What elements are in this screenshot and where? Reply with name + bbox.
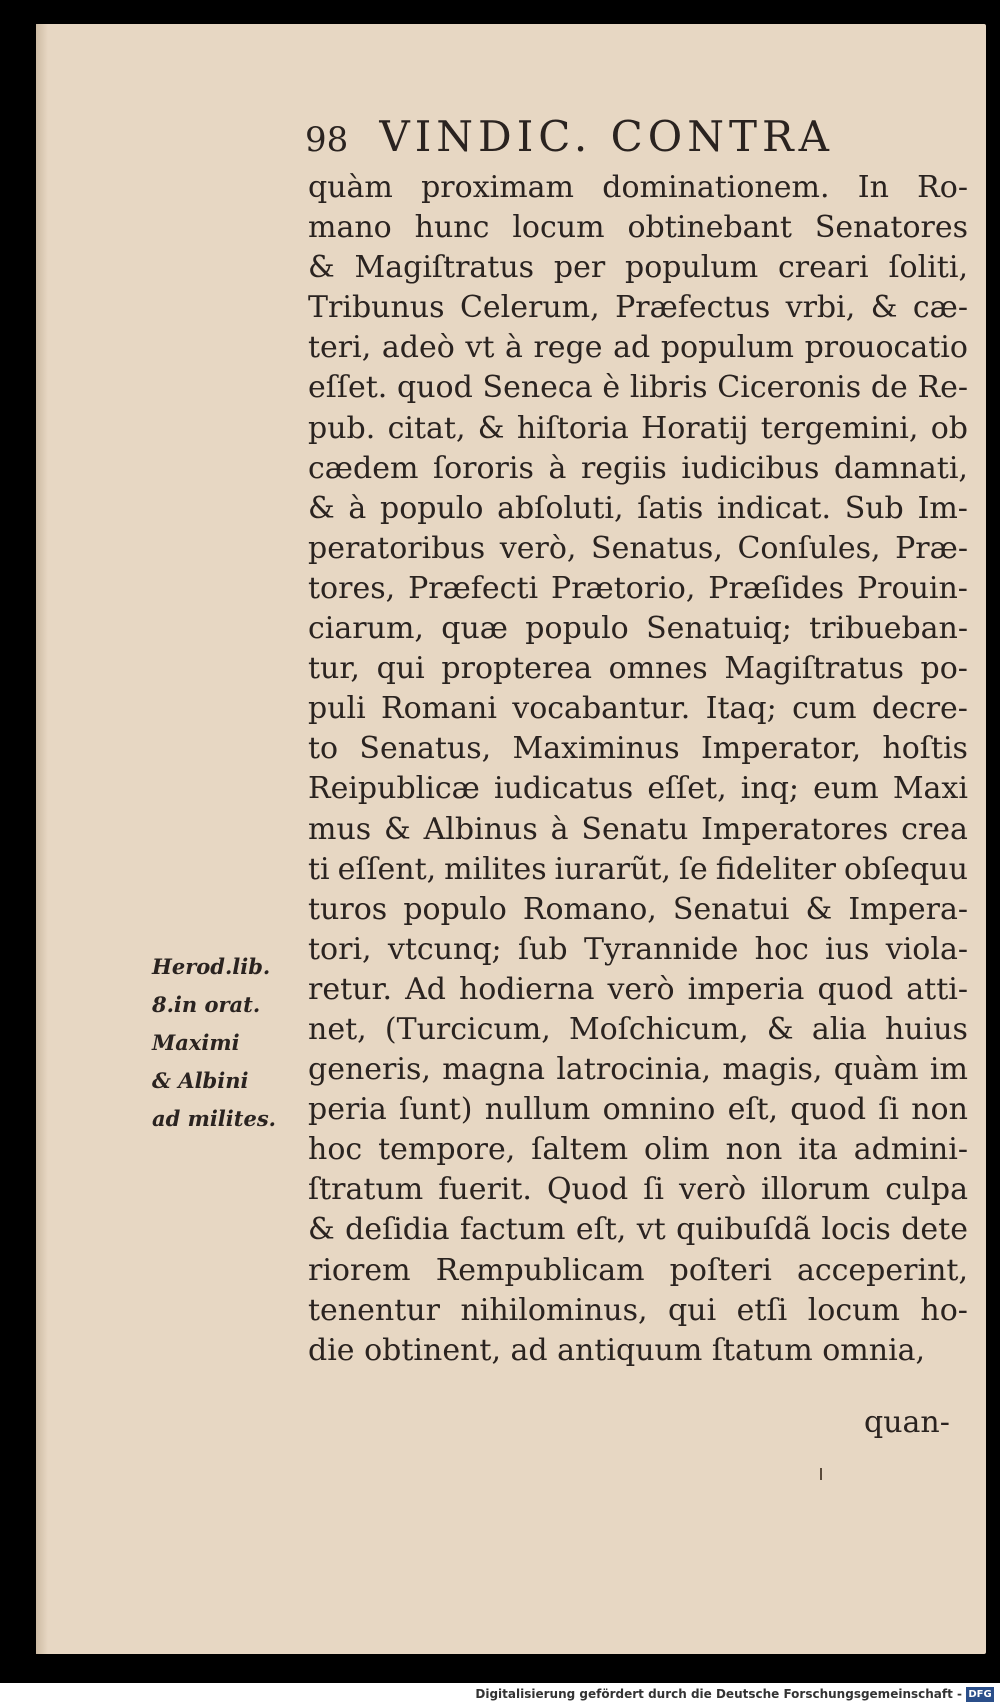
text-line: puli Romani vocabantur. Itaq; cum decre- xyxy=(308,691,968,727)
text-line: & à populo abſoluti, ſatis indicat. Sub Im- xyxy=(308,490,968,526)
text-line: teri, adeò vt à rege ad populum prouocatio xyxy=(308,330,968,366)
text-line: Tribunus Celerum, Præfectus vrbi, & cæ- xyxy=(308,290,968,326)
text-line: net, (Turcicum, Moſchicum, & alia huius xyxy=(308,1011,968,1047)
text-line: to Senatus, Maximinus Imperator, hoſtis xyxy=(308,731,968,767)
text-line: pub. citat, & hiſtoria Horatij tergemini, ob xyxy=(308,410,968,446)
marginal-note-line: 8.in orat. xyxy=(152,992,261,1017)
text-line: hoc tempore, ſaltem olim non ita admini- xyxy=(308,1132,968,1168)
text-line: Reipublicæ iudicatus eſſet, inq; eum Maxi xyxy=(308,771,968,807)
main-text-block xyxy=(308,168,968,1371)
text-line: tenentur nihilominus, qui etſi locum ho- xyxy=(308,1292,968,1328)
text-line: ti eſſent, milites iurarũt, ſe fideliter obſequu xyxy=(308,851,968,887)
marginal-note xyxy=(152,948,302,1138)
text-line: die obtinent, ad antiquum ſtatum omnia, xyxy=(308,1332,926,1368)
text-line: turos populo Romano, Senatui & Impera- xyxy=(308,891,968,927)
text-line: eſſet. quod Seneca è libris Ciceronis de Re- xyxy=(308,370,968,406)
spine-shadow xyxy=(36,24,48,1654)
text-line: mus & Albinus à Senatu Imperatores crea xyxy=(308,811,968,847)
text-line: riorem Rempublicam poſteri acceperint, xyxy=(308,1252,968,1288)
dfg-logo-icon: DFG xyxy=(966,1687,994,1702)
text-line: mano hunc locum obtinebant Senatores xyxy=(308,210,968,246)
text-line: tori, vtcunq; ſub Tyrannide hoc ius viola- xyxy=(308,931,968,967)
text-line: tur, qui propterea omnes Magiſtratus po- xyxy=(308,651,968,687)
text-line: & Magiſtratus per populum creari ſoliti, xyxy=(308,250,968,286)
running-title: VINDIC. CONTRA xyxy=(379,112,834,161)
footer-strip xyxy=(0,1683,1000,1707)
ink-mark xyxy=(820,1468,822,1480)
page-number: 98 xyxy=(305,120,349,160)
text-line: peria ſunt) nullum omnino eſt, quod ſi non xyxy=(308,1092,968,1128)
page-header xyxy=(305,112,955,172)
text-line: generis, magna latrocinia, magis, quàm im xyxy=(308,1052,968,1088)
text-line: quàm proximam dominationem. In Ro- xyxy=(308,170,968,205)
text-line: cædem ſororis à regiis iudicibus damnati, xyxy=(308,450,968,486)
text-line: ſtratum fuerit. Quod ſi verò illorum culpa xyxy=(308,1172,968,1208)
text-line: & deſidia factum eſt, vt quibuſdã locis dete xyxy=(308,1212,968,1248)
marginal-note-line: & Albini xyxy=(152,1068,249,1093)
funding-credit: Digitalisierung gefördert durch die Deutsche Forschungsgemeinschaft - xyxy=(475,1687,962,1701)
text-line: retur. Ad hodierna verò imperia quod atti- xyxy=(308,971,968,1007)
marginal-note-line: ad milites. xyxy=(152,1106,276,1131)
text-line: tores, Præfecti Prætorio, Præſides Prouin- xyxy=(308,570,968,606)
marginal-note-line: Maximi xyxy=(152,1030,240,1055)
text-line: ciarum, quæ populo Senatuiq; tribueban- xyxy=(308,611,968,647)
text-line: peratoribus verò, Senatus, Conſules, Præ- xyxy=(308,530,968,566)
catchword: quan- xyxy=(864,1405,950,1440)
marginal-note-line: Herod.lib. xyxy=(152,954,271,979)
